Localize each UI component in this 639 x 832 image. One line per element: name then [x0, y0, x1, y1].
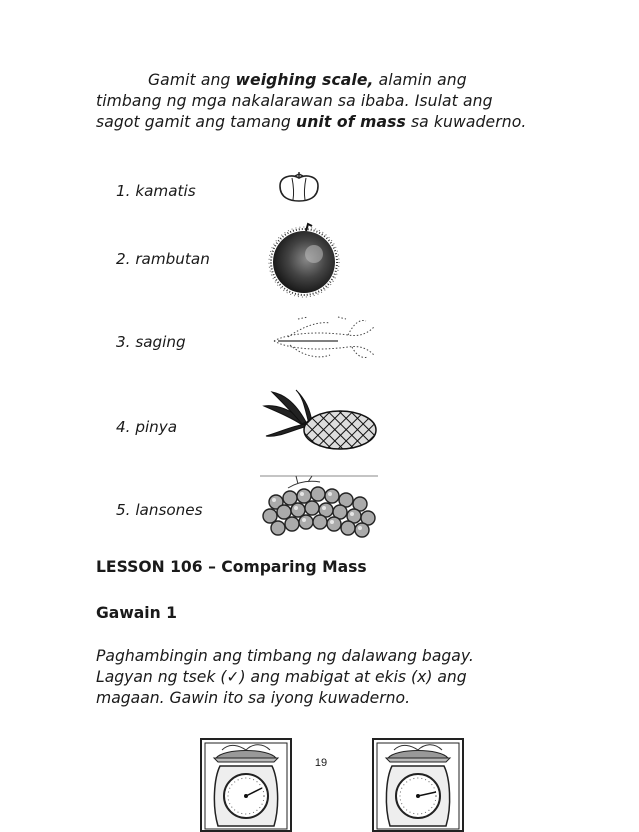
rambutan-icon — [266, 220, 342, 296]
banana-icon — [268, 313, 380, 363]
activity-line-2 — [96, 667, 556, 688]
instructions-line-1 — [96, 70, 556, 91]
item-label-kamatis: 1. kamatis — [116, 182, 196, 200]
page-number: 19 — [314, 757, 328, 769]
activity-line-3: magaan. Gawin ito sa iyong kuwaderno. — [96, 689, 411, 707]
lanzones-icon — [258, 472, 382, 544]
activity-instructions — [96, 646, 556, 709]
activity-line-1: Paghambingin ang timbang ng dalawang bagay. — [96, 647, 474, 665]
lesson-title: LESSON 106 – Comparing Mass — [96, 558, 367, 576]
instructions-text: sagot gamit ang tamang — [96, 113, 296, 131]
item-label-saging: 3. saging — [116, 333, 186, 351]
instructions-line-3 — [96, 112, 556, 133]
check-mark-icon: ✓ — [226, 668, 240, 686]
tomato-icon — [274, 168, 324, 204]
activity-title: Gawain 1 — [96, 604, 177, 622]
instructions-bold-term: unit of mass — [296, 113, 406, 131]
activity-text: ) ang mabigat at ekis (x) ang — [239, 668, 467, 686]
weighing-scale-icon — [200, 738, 292, 832]
instructions-paragraph — [96, 70, 556, 133]
instructions-line-2: timbang ng mga nakalarawan sa ibaba. Isulat ang — [96, 92, 493, 110]
item-label-lansones: 5. lansones — [116, 501, 203, 519]
instructions-text: alamin ang — [373, 71, 467, 89]
item-label-rambutan: 2. rambutan — [116, 250, 210, 268]
instructions-text: sa kuwaderno. — [405, 113, 527, 131]
weighing-scale-icon — [372, 738, 464, 832]
pineapple-icon — [262, 390, 380, 454]
instructions-text: Gamit ang — [148, 71, 236, 89]
activity-text: Lagyan ng tsek ( — [96, 668, 227, 686]
instructions-bold-term: weighing scale, — [235, 71, 374, 89]
item-label-pinya: 4. pinya — [116, 418, 178, 436]
